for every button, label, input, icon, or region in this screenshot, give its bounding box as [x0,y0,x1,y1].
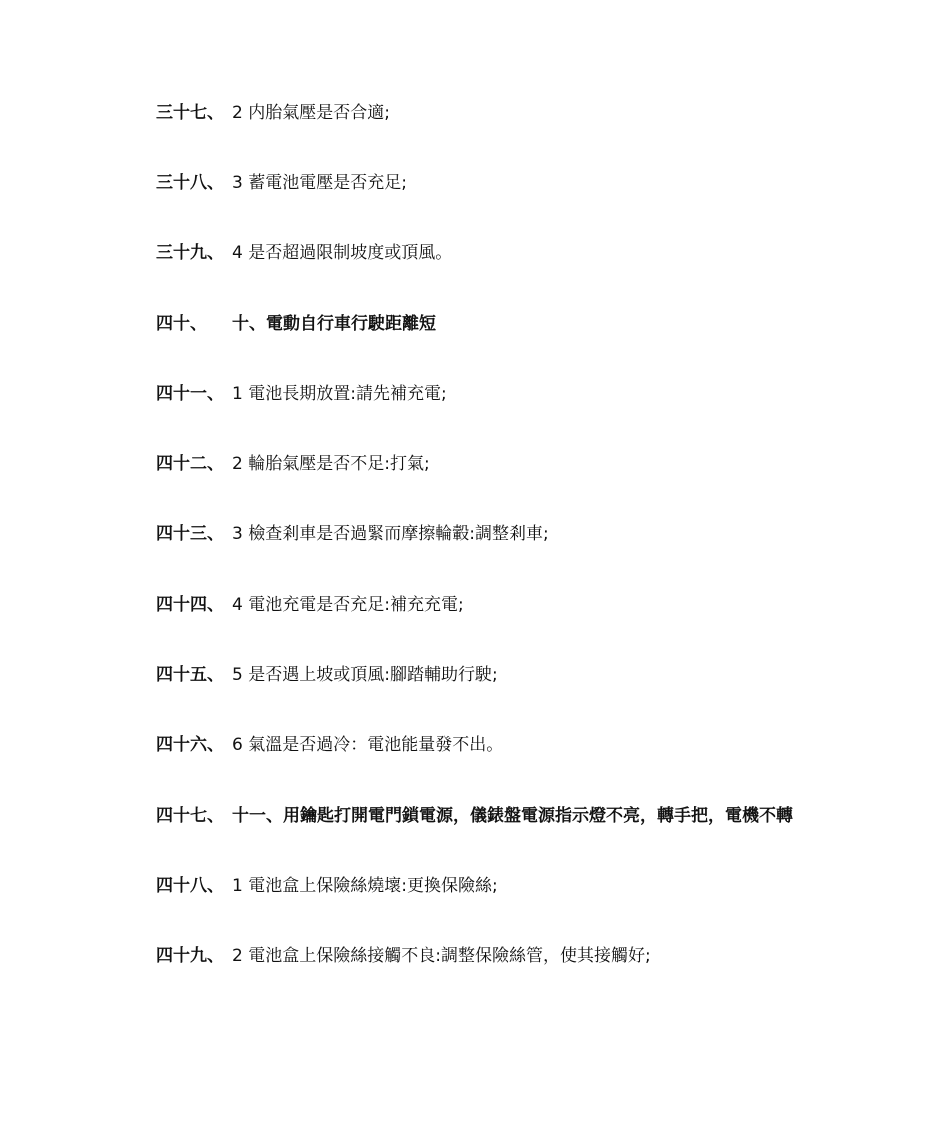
item-number: 四十、 [156,314,207,334]
item-text: 2 内胎氣壓是否合適; [232,103,390,123]
item-text: 6 氣溫是否過冷：電池能量發不出。 [232,735,504,755]
item-text: 3 檢查剎車是否過緊而摩擦輪轂:調整剎車; [232,524,549,544]
item-number: 四十八、 [156,876,224,896]
item-number: 三十九、 [156,243,224,263]
item-number: 三十八、 [156,173,224,193]
list-item [156,450,430,478]
list-item [156,731,503,759]
item-text: 1 電池盒上保險絲燒壞:更換保險絲; [232,876,498,896]
item-text: 2 輪胎氣壓是否不足:打氣; [232,454,430,474]
list-item [156,239,452,267]
section-heading [156,802,793,830]
item-text: 5 是否遇上坡或頂風:腳踏輔助行駛; [232,665,498,685]
item-number: 四十六、 [156,735,224,755]
item-text: 4 是否超過限制坡度或頂風。 [232,243,453,263]
item-number: 四十二、 [156,454,224,474]
item-number: 四十一、 [156,384,224,404]
item-text: 4 電池充電是否充足:補充充電; [232,595,464,615]
heading-text: 十一、用鑰匙打開電門鎖電源，儀錶盤電源指示燈不亮，轉手把，電機不轉 [232,806,793,826]
item-text: 1 電池長期放置:請先補充電; [232,384,447,404]
list-item [156,169,407,197]
item-number: 四十九、 [156,946,224,966]
item-number: 四十四、 [156,595,224,615]
item-number: 四十七、 [156,806,224,826]
heading-text: 十、電動自行車行駛距離短 [232,314,436,334]
list-item [156,591,464,619]
list-item [156,380,447,408]
item-number: 四十三、 [156,524,224,544]
list-item [156,661,498,689]
section-heading [156,310,436,338]
item-text: 2 電池盒上保險絲接觸不良:調整保險絲管，使其接觸好; [232,946,651,966]
item-number: 三十七、 [156,103,224,123]
list-item [156,872,498,900]
item-number: 四十五、 [156,665,224,685]
list-item [156,99,390,127]
list-item [156,942,651,970]
list-item [156,520,549,548]
item-text: 3 蓄電池電壓是否充足; [232,173,407,193]
